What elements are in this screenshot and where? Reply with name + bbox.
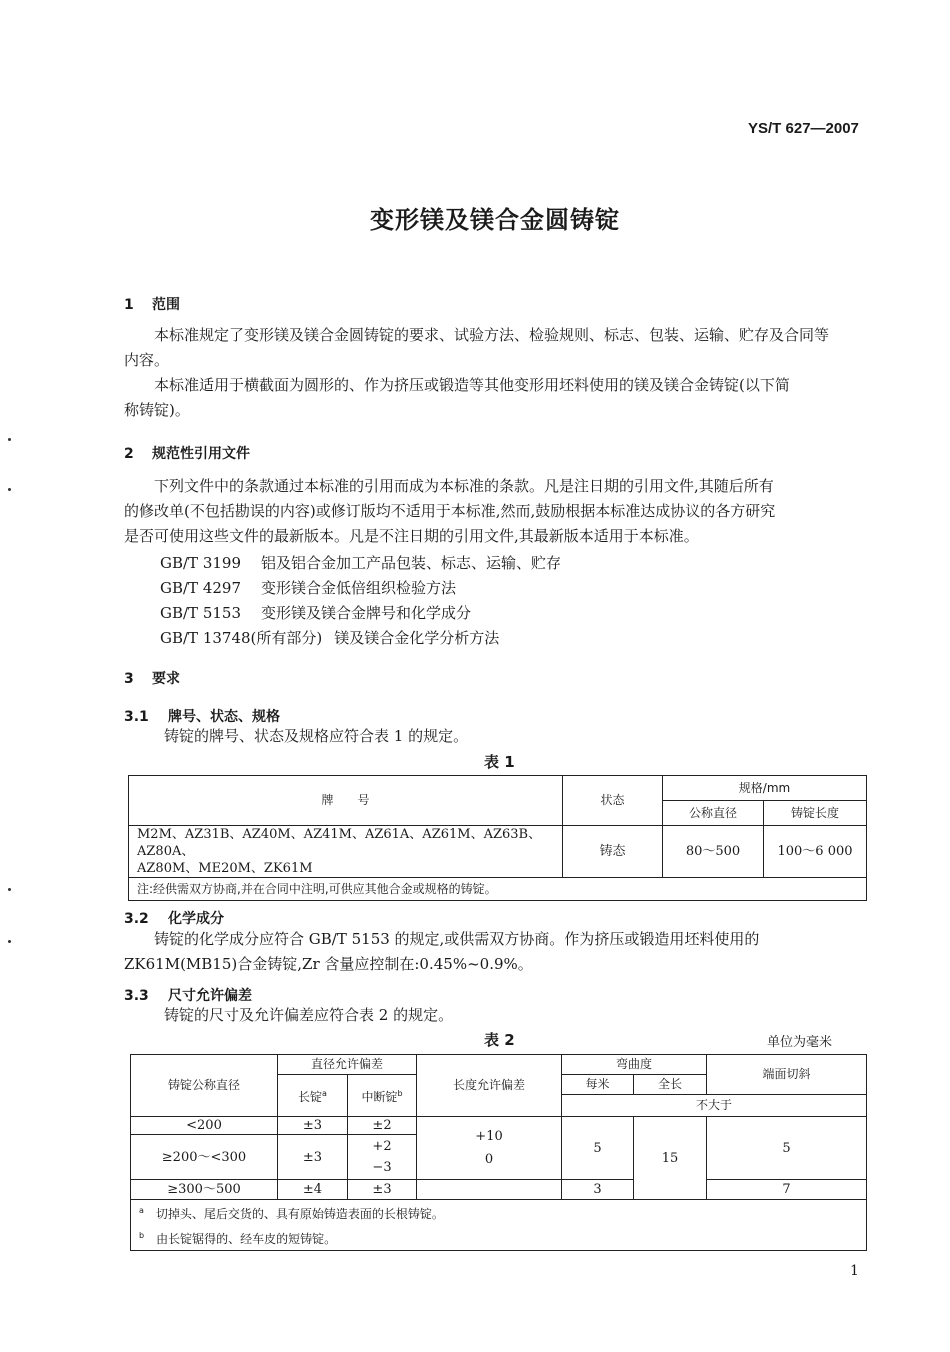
table-1-header-length: 铸锭长度 <box>764 801 867 826</box>
para-line: 下列文件中的条款通过本标准的引用而成为本标准的条款。凡是注日期的引用文件,其随后所有 <box>154 477 774 495</box>
table-2-header-full: 全长 <box>634 1075 707 1095</box>
reference-item <box>160 627 499 648</box>
section-title: 范围 <box>152 297 180 313</box>
reference-title: 镁及镁合金化学分析方法 <box>334 629 500 647</box>
table-2-header-per-m: 每米 <box>562 1075 634 1095</box>
len-tol-plus: +10 <box>475 1129 503 1144</box>
grades-line: M2M、AZ31B、AZ40M、AZ41M、AZ61A、AZ61M、AZ63B、AZ80A、 <box>137 827 542 859</box>
section-3-2-body <box>124 927 874 977</box>
table-2-long: ±3 <box>278 1135 348 1180</box>
section-title: 尺寸允许偏差 <box>168 988 252 1004</box>
page-number: 1 <box>850 1263 859 1279</box>
footnote-text: 由长锭锯得的、经车皮的短铸锭。 <box>156 1232 337 1246</box>
section-2-heading <box>124 443 250 463</box>
footnote-text: 切掉头、尾后交货的、具有原始铸造表面的长根铸锭。 <box>155 1207 444 1221</box>
margin-dot <box>8 438 11 441</box>
footnote-a <box>139 1200 866 1225</box>
margin-dot <box>8 940 11 943</box>
section-2-body <box>124 474 874 549</box>
para-line: 称铸锭)。 <box>124 401 190 419</box>
section-3-heading <box>124 668 180 688</box>
table-2-nominal: <200 <box>131 1117 278 1135</box>
table-1-header-diameter: 公称直径 <box>663 801 764 826</box>
section-1-body <box>124 323 874 423</box>
table-1-state: 铸态 <box>563 826 663 878</box>
section-title: 要求 <box>152 671 180 687</box>
section-title: 规范性引用文件 <box>152 446 250 462</box>
table-2-per-m: 3 <box>562 1180 634 1200</box>
mid-plus: +2 <box>372 1139 392 1154</box>
para-line: 本标准规定了变形镁及镁合金圆铸锭的要求、试验方法、检验规则、标志、包装、运输、贮存及合同等 <box>154 326 830 344</box>
reference-code: GB/T 5153 <box>160 604 242 622</box>
para-line: 是否可使用这些文件的最新版本。凡是不注日期的引用文件,其最新版本适用于本标准。 <box>124 527 699 545</box>
mid-minus: −3 <box>372 1160 392 1175</box>
para-line: 铸锭的化学成分应符合 GB/T 5153 的规定,或供需双方协商。作为挤压或锻造用坯料使用的 <box>154 930 760 948</box>
table-2-nominal: ≥300～500 <box>131 1180 278 1200</box>
table-2-long: ±4 <box>278 1180 348 1200</box>
table-2-header-diam-tol: 直径允许偏差 <box>278 1055 417 1075</box>
table-2-end: 5 <box>707 1117 867 1180</box>
table-2-header-mid <box>348 1075 417 1117</box>
footnote-mark: b <box>139 1231 145 1240</box>
section-number: 3.1 <box>124 709 149 725</box>
section-number: 3.2 <box>124 911 149 927</box>
section-number: 3 <box>124 671 134 687</box>
section-number: 3.3 <box>124 988 149 1004</box>
reference-title: 变形镁合金低倍组织检验方法 <box>261 579 457 597</box>
table-2-end: 7 <box>707 1180 867 1200</box>
table-1 <box>128 775 867 901</box>
table-2 <box>130 1054 867 1251</box>
section-number: 1 <box>124 297 134 313</box>
footnote-mark: b <box>397 1089 403 1098</box>
section-1-heading <box>124 294 180 314</box>
table-2-header-len-tol: 长度允许偏差 <box>417 1055 562 1117</box>
table-1-header-grade: 牌 号 <box>129 776 563 826</box>
section-3-1-heading <box>124 706 280 726</box>
reference-title: 变形镁及镁合金牌号和化学成分 <box>261 604 472 622</box>
table-2-header-nominal: 铸锭公称直径 <box>131 1055 278 1117</box>
reference-code: GB/T 3199 <box>160 554 242 572</box>
header-text: 中断锭 <box>361 1090 398 1104</box>
grades-line: AZ80M、ME20M、ZK61M <box>137 861 313 876</box>
table-2-per-m: 5 <box>562 1117 634 1180</box>
table-2-mid: ±3 <box>348 1180 417 1200</box>
table-2-notes <box>131 1200 867 1251</box>
para-line: ZK61M(MB15)合金铸锭,Zr 含量应控制在:0.45%~0.9%。 <box>124 955 533 973</box>
table-1-grades <box>129 826 563 878</box>
footnote-mark: a <box>322 1089 327 1098</box>
section-3-3-text: 铸锭的尺寸及允许偏差应符合表 2 的规定。 <box>164 1006 454 1024</box>
table-2-header-long <box>278 1075 348 1117</box>
table-2-header-max: 不大于 <box>562 1095 867 1117</box>
table-2-unit: 单位为毫米 <box>767 1035 833 1050</box>
footnote-mark: a <box>139 1206 144 1215</box>
section-title: 化学成分 <box>168 911 224 927</box>
table-2-caption: 表 2 <box>484 1031 515 1049</box>
table-2-len-tol-cont <box>417 1180 562 1200</box>
document-title: 变形镁及镁合金圆铸锭 <box>370 206 620 234</box>
margin-dot <box>8 488 11 491</box>
margin-dot <box>8 888 11 891</box>
table-2-long: ±3 <box>278 1117 348 1135</box>
reference-code: GB/T 13748(所有部分) <box>160 629 323 647</box>
table-2-len-tol <box>417 1117 562 1180</box>
section-3-1-text: 铸锭的牌号、状态及规格应符合表 1 的规定。 <box>164 727 469 745</box>
para-line: 本标准适用于横截面为圆形的、作为挤压或锻造等其他变形用坯料使用的镁及镁合金铸锭(以下简 <box>154 376 790 394</box>
table-1-diameter: 80～500 <box>663 826 764 878</box>
table-2-mid: ±2 <box>348 1117 417 1135</box>
reference-title: 铝及铝合金加工产品包装、标志、运输、贮存 <box>261 554 562 572</box>
header-text: 长锭 <box>298 1090 323 1104</box>
para-line: 内容。 <box>124 351 170 369</box>
section-3-3-heading <box>124 985 252 1005</box>
reference-item <box>160 602 471 623</box>
table-1-note: 注:经供需双方协商,并在合同中注明,可供应其他合金或规格的铸锭。 <box>129 878 867 901</box>
table-1-length: 100～6 000 <box>764 826 867 878</box>
footnote-b <box>139 1225 866 1250</box>
table-2-mid <box>348 1135 417 1180</box>
table-2-nominal: ≥200～<300 <box>131 1135 278 1180</box>
section-number: 2 <box>124 446 134 462</box>
section-3-2-heading <box>124 908 224 928</box>
table-2-header-end: 端面切斜 <box>707 1055 867 1095</box>
table-2-header-bend: 弯曲度 <box>562 1055 707 1075</box>
len-tol-zero: 0 <box>484 1152 494 1167</box>
table-2-full-length: 15 <box>634 1117 707 1200</box>
reference-code: GB/T 4297 <box>160 579 242 597</box>
para-line: 的修改单(不包括勘误的内容)或修订版均不适用于本标准,然而,鼓励根据本标准达成协议的各方研究 <box>124 502 776 520</box>
table-1-caption: 表 1 <box>484 753 515 771</box>
table-1-header-spec: 规格/mm <box>663 776 867 801</box>
reference-item <box>160 577 456 598</box>
table-1-header-state: 状态 <box>563 776 663 826</box>
section-title: 牌号、状态、规格 <box>168 709 280 725</box>
standard-code: YS/T 627—2007 <box>748 120 859 137</box>
reference-item <box>160 552 561 573</box>
